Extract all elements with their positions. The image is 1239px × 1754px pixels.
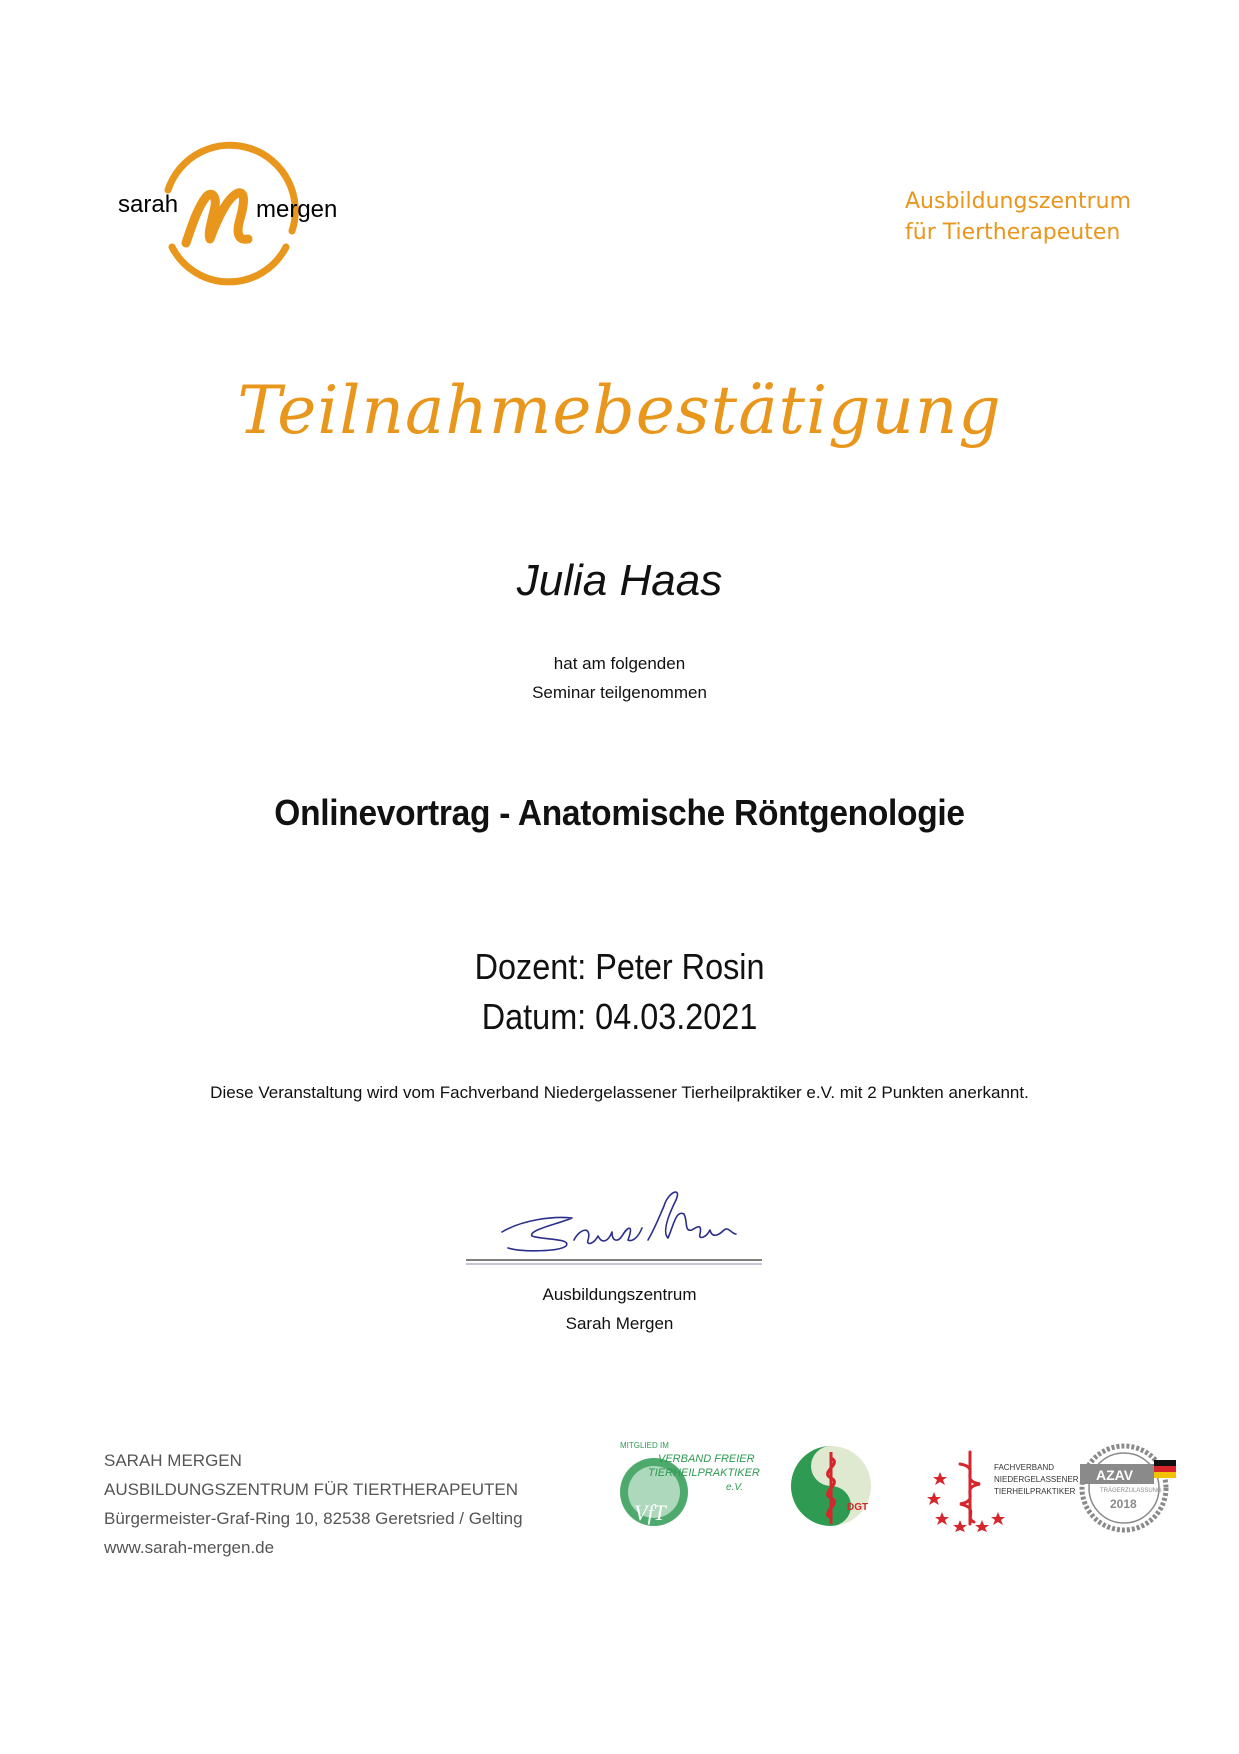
dgt-label: DGT	[847, 1502, 869, 1513]
fnt-caduceus-icon	[960, 1452, 980, 1524]
certificate-title: Teilnahmebestätigung	[237, 372, 1002, 449]
dgt-seal	[785, 1438, 885, 1533]
academy-title	[905, 186, 1205, 248]
vft-top-label: MITGLIED IM	[620, 1441, 669, 1450]
footer-company-name: SARAH MERGEN	[104, 1451, 242, 1470]
seminar-title: Onlinevortrag - Anatomische Röntgenologie	[274, 792, 965, 833]
footer-company-subtitle: AUSBILDUNGSZENTRUM FÜR TIERTHERAPEUTEN	[104, 1480, 519, 1499]
signature-caption	[0, 1280, 1239, 1338]
vft-line3: e.V.	[726, 1482, 744, 1493]
footer-address	[104, 1446, 604, 1562]
azav-seal	[1078, 1442, 1178, 1534]
vft-line1: VERBAND FREIER	[658, 1453, 755, 1465]
intro-line2: Seminar teilgenommen	[532, 683, 707, 702]
vft-mark: VfT	[634, 1500, 666, 1525]
vft-membership-seal	[618, 1440, 760, 1530]
signature-caption-line2: Sarah Mergen	[565, 1314, 674, 1333]
fnt-seal	[920, 1442, 1079, 1532]
signature-caption-line1: Ausbildungszentrum	[542, 1285, 697, 1304]
footer-street-address: Bürgermeister-Graf-Ring 10, 82538 Geretsried / Gelting	[104, 1509, 523, 1528]
azav-sub-label: TRÄGERZULASSUNG	[1100, 1488, 1162, 1494]
intro-text	[0, 649, 1239, 707]
logo-last-name: mergen	[256, 196, 338, 223]
academy-title-line1: Ausbildungszentrum	[905, 189, 1131, 214]
logo-m-icon	[186, 193, 248, 243]
logo-first-name: sarah	[118, 191, 179, 218]
fnt-line2: NIEDERGELASSENER	[994, 1475, 1079, 1484]
fnt-line1: FACHVERBAND	[994, 1463, 1055, 1472]
signature	[462, 1180, 772, 1270]
lecturer-block	[62, 942, 1177, 1042]
azav-label: AZAV	[1096, 1467, 1134, 1483]
azav-year: 2018	[1110, 1497, 1137, 1511]
fnt-line3: TIERHEILPRAKTIKER	[994, 1487, 1076, 1496]
sarah-mergen-logo	[110, 135, 350, 295]
participant-name: Julia Haas	[516, 556, 723, 605]
intro-line1: hat am folgenden	[553, 654, 686, 673]
logo-ring-lower-icon	[172, 247, 286, 282]
academy-title-line2: für Tiertherapeuten	[905, 220, 1121, 245]
recognition-note: Diese Veranstaltung wird vom Fachverband Niedergelassener Tierheilpraktiker e.V. mit 2 Punkten anerkannt.	[210, 1083, 1029, 1102]
signature-stroke	[502, 1192, 736, 1251]
vft-line2: TIERHEILPRAKTIKER	[648, 1467, 760, 1479]
footer-website: www.sarah-mergen.de	[104, 1538, 275, 1557]
german-flag-icon	[1154, 1460, 1176, 1478]
lecturer-name: Dozent: Peter Rosin	[474, 946, 765, 987]
seminar-date: Datum: 04.03.2021	[481, 996, 758, 1037]
